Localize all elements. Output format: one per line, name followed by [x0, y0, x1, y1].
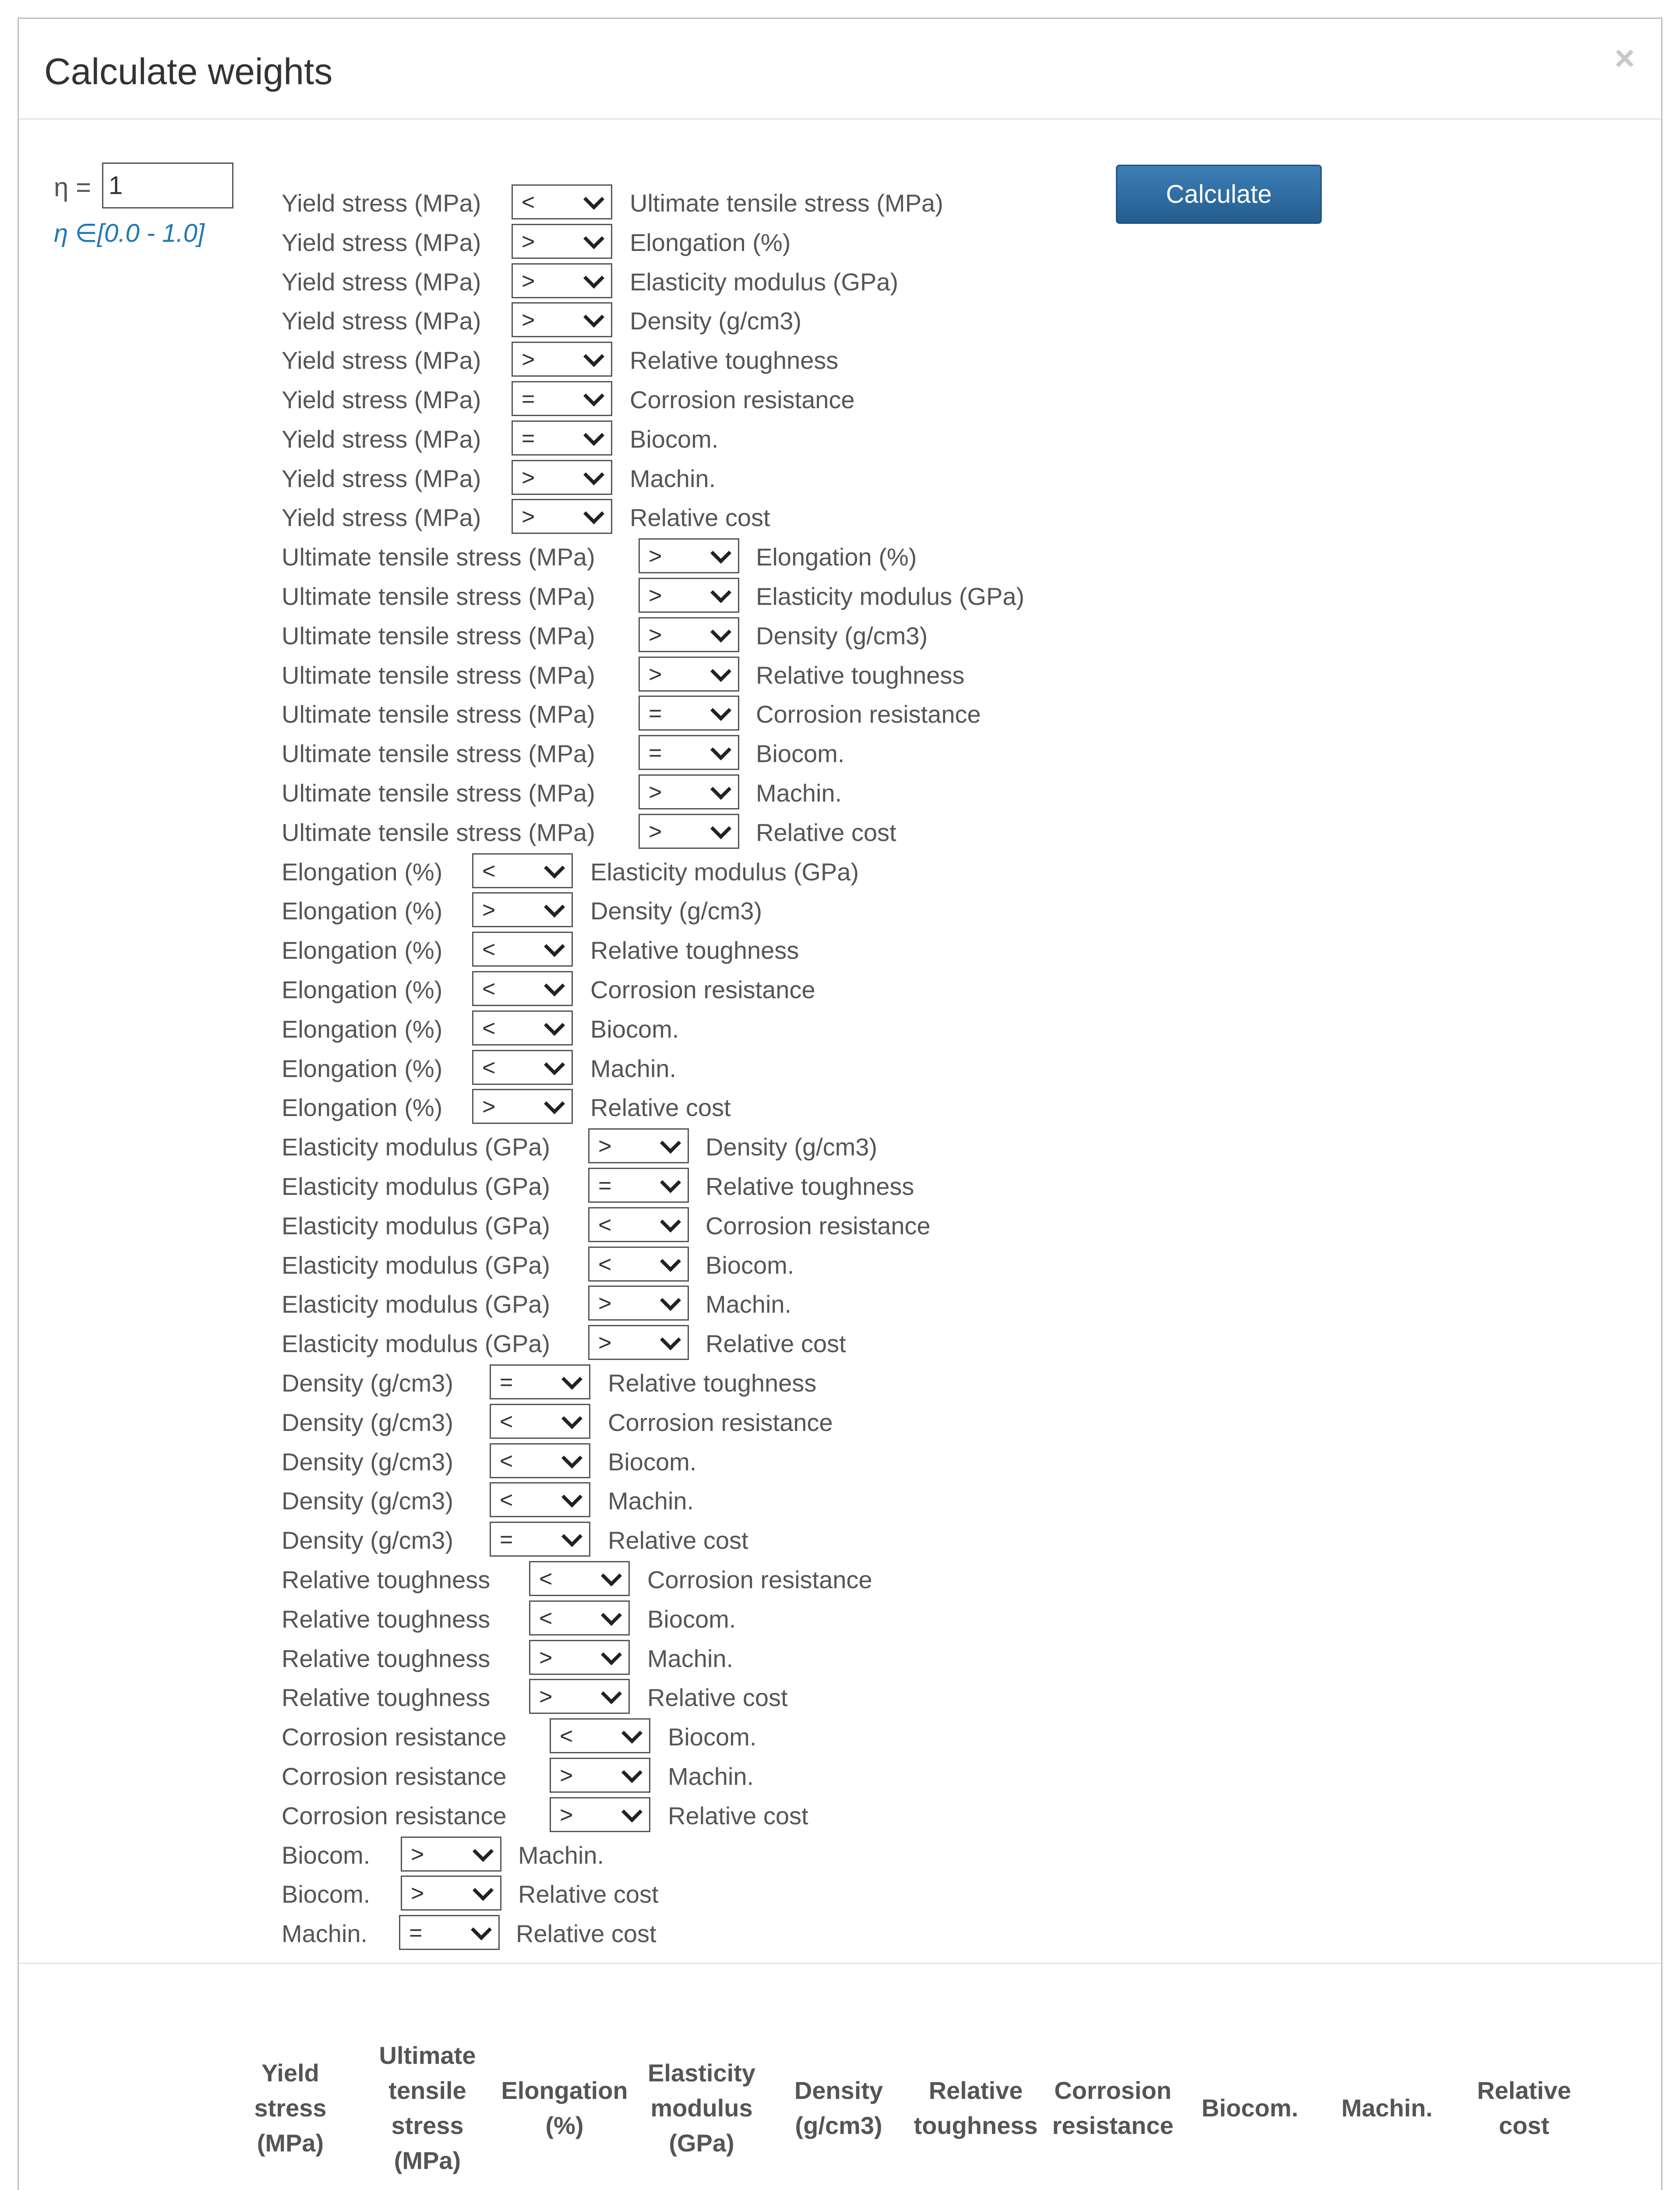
eta-label: η =: [54, 173, 92, 202]
criterion-a-label: Density (g/cm3): [282, 1526, 454, 1554]
criterion-a-label: Yield stress (MPa): [282, 504, 481, 532]
comparison-select-value: >: [560, 1763, 573, 1788]
criterion-a-label: Elasticity modulus (GPa): [282, 1290, 551, 1318]
chevron-down-icon: [710, 661, 731, 682]
criterion-b-label: Machin.: [608, 1487, 694, 1515]
comparison-select[interactable]: [529, 1561, 630, 1596]
comparison-select-value: =: [500, 1370, 513, 1395]
comparison-select[interactable]: [512, 224, 612, 259]
weights-column-header: Elasticity modulus (GPa): [648, 2059, 755, 2157]
criterion-b-label: Machin.: [518, 1841, 604, 1869]
criterion-b-label: Machin.: [668, 1763, 754, 1790]
chevron-down-icon: [710, 700, 731, 721]
comparison-select[interactable]: [512, 184, 612, 219]
criterion-b-label: Relative cost: [647, 1684, 788, 1712]
comparison-select[interactable]: [512, 460, 612, 495]
comparison-select-value: >: [411, 1841, 424, 1867]
criterion-b-label: Elasticity modulus (GPa): [590, 858, 859, 886]
criterion-a-label: Corrosion resistance: [282, 1723, 507, 1751]
comparison-select-value: <: [500, 1409, 513, 1434]
chevron-down-icon: [583, 425, 604, 446]
chevron-down-icon: [601, 1605, 622, 1626]
comparison-row: [282, 1286, 1070, 1324]
chevron-down-icon: [471, 1919, 492, 1940]
comparison-row: [282, 1247, 1070, 1285]
weights-column-header: Corrosion resistance: [1052, 2077, 1174, 2139]
comparison-select-value: >: [522, 347, 535, 373]
comparison-row: [282, 1522, 1070, 1560]
chevron-down-icon: [583, 189, 604, 210]
comparison-select-value: >: [598, 1330, 612, 1356]
comparison-row: [282, 1679, 1070, 1717]
comparison-select-value: =: [522, 425, 535, 451]
comparison-select[interactable]: [639, 814, 739, 849]
comparison-row: [282, 853, 1070, 892]
comparison-select[interactable]: [588, 1247, 689, 1282]
criterion-b-label: Biocom.: [756, 740, 845, 768]
comparison-row: [282, 1797, 1070, 1836]
comparison-select-value: <: [482, 976, 496, 1002]
comparison-row: [282, 774, 1070, 813]
criterion-a-label: Yield stress (MPa): [282, 268, 481, 296]
criterion-a-label: Ultimate tensile stress (MPa): [282, 779, 595, 807]
criterion-b-label: Elasticity modulus (GPa): [630, 268, 899, 296]
criterion-b-label: Relative cost: [706, 1330, 846, 1358]
calculate-button[interactable]: Calculate: [1116, 165, 1322, 224]
comparison-select[interactable]: [529, 1640, 630, 1675]
comparison-select-value: <: [482, 937, 496, 963]
chevron-down-icon: [544, 1054, 565, 1075]
comparison-select-value: >: [482, 897, 496, 923]
comparison-row: [282, 657, 1070, 695]
comparison-row: [282, 1561, 1070, 1600]
chevron-down-icon: [544, 858, 565, 879]
criterion-b-label: Relative toughness: [706, 1173, 914, 1200]
criterion-b-label: Density (g/cm3): [706, 1133, 878, 1161]
criterion-b-label: Biocom.: [608, 1448, 697, 1476]
chevron-down-icon: [583, 268, 604, 289]
comparison-select-value: >: [522, 465, 535, 491]
criterion-b-label: Relative cost: [630, 504, 770, 532]
calculate-weights-modal: [18, 18, 1662, 2190]
comparison-select[interactable]: [639, 657, 739, 692]
criterion-a-label: Yield stress (MPa): [282, 307, 481, 335]
criterion-b-label: Relative toughness: [756, 661, 965, 689]
criterion-a-label: Elongation (%): [282, 1094, 443, 1122]
criterion-a-label: Elasticity modulus (GPa): [282, 1212, 551, 1240]
chevron-down-icon: [561, 1408, 582, 1429]
comparison-select-value: =: [409, 1920, 423, 1946]
comparison-select[interactable]: [490, 1364, 590, 1399]
comparison-select-value: <: [482, 1055, 496, 1081]
chevron-down-icon: [710, 818, 731, 839]
criterion-a-label: Relative toughness: [282, 1566, 491, 1593]
comparison-row: [282, 1876, 1070, 1914]
comparison-select-value: >: [649, 544, 662, 569]
criterion-b-label: Elongation (%): [756, 543, 917, 571]
criterion-a-label: Elasticity modulus (GPa): [282, 1133, 551, 1161]
chevron-down-icon: [583, 503, 604, 524]
criterion-b-label: Relative toughness: [590, 936, 799, 964]
criterion-a-label: Density (g/cm3): [282, 1369, 454, 1397]
chevron-down-icon: [660, 1251, 681, 1272]
comparison-select[interactable]: [550, 1797, 650, 1832]
comparison-row: [282, 1443, 1070, 1482]
comparison-row: [282, 1915, 1070, 1953]
chevron-down-icon: [621, 1762, 642, 1783]
criterion-a-label: Relative toughness: [282, 1605, 491, 1633]
comparison-select-value: >: [649, 819, 662, 844]
chevron-down-icon: [710, 739, 731, 760]
eta-input[interactable]: [102, 162, 233, 208]
criterion-b-label: Corrosion resistance: [590, 976, 815, 1003]
comparison-select[interactable]: [472, 1050, 573, 1085]
comparison-select-value: >: [522, 229, 535, 254]
comparison-row: [282, 1758, 1070, 1796]
weights-column-header: Elongation (%): [501, 2077, 628, 2139]
comparison-select-value: >: [560, 1802, 573, 1828]
weights-column-header: Relative cost: [1477, 2077, 1571, 2139]
criterion-b-label: Machin.: [647, 1644, 734, 1672]
comparison-select-value: >: [598, 1291, 612, 1317]
criterion-b-label: Relative toughness: [608, 1369, 817, 1397]
criterion-a-label: Density (g/cm3): [282, 1448, 454, 1476]
comparison-select[interactable]: [472, 892, 573, 927]
comparison-row: [282, 1089, 1070, 1127]
criterion-a-label: Yield stress (MPa): [282, 189, 481, 217]
comparison-select[interactable]: [529, 1600, 630, 1635]
comparison-select-value: =: [522, 386, 535, 412]
comparison-select[interactable]: [401, 1837, 501, 1872]
modal-header: [19, 19, 1661, 120]
criterion-a-label: Elongation (%): [282, 1015, 443, 1043]
criterion-b-label: Corrosion resistance: [756, 700, 981, 728]
comparison-row: [282, 1128, 1070, 1167]
criterion-a-label: Elasticity modulus (GPa): [282, 1330, 551, 1358]
criterion-a-label: Elongation (%): [282, 858, 443, 886]
comparison-select[interactable]: [588, 1128, 689, 1163]
chevron-down-icon: [544, 975, 565, 996]
comparison-select[interactable]: [490, 1482, 590, 1517]
chevron-down-icon: [621, 1801, 642, 1823]
criterion-a-label: Ultimate tensile stress (MPa): [282, 700, 595, 728]
comparison-select-value: =: [598, 1173, 612, 1198]
criterion-b-label: Elasticity modulus (GPa): [756, 583, 1025, 610]
chevron-down-icon: [601, 1683, 622, 1704]
comparison-select[interactable]: [512, 381, 612, 416]
criterion-a-label: Yield stress (MPa): [282, 228, 481, 256]
criterion-a-label: Biocom.: [282, 1841, 371, 1869]
criterion-a-label: Yield stress (MPa): [282, 386, 481, 413]
comparison-select-value: >: [411, 1881, 424, 1907]
eta-range-hint: η ∈[0.0 - 1.0]: [54, 219, 205, 247]
chevron-down-icon: [473, 1841, 494, 1862]
weights-column-header: Density (g/cm3): [794, 2077, 883, 2139]
comparison-select[interactable]: [639, 538, 739, 573]
comparison-select[interactable]: [512, 302, 612, 337]
criterion-a-label: Elongation (%): [282, 897, 443, 925]
comparison-row: [282, 578, 1070, 616]
comparison-select-value: <: [500, 1487, 513, 1513]
comparison-row: [282, 499, 1070, 537]
chevron-down-icon: [710, 622, 731, 643]
criterion-a-label: Biocom.: [282, 1880, 371, 1908]
criterion-a-label: Ultimate tensile stress (MPa): [282, 543, 595, 571]
criterion-b-label: Biocom.: [630, 425, 719, 453]
comparison-row: [282, 971, 1070, 1010]
criterion-b-label: Biocom.: [590, 1015, 679, 1043]
criterion-a-label: Elongation (%): [282, 936, 443, 964]
chevron-down-icon: [583, 307, 604, 328]
criterion-a-label: Elongation (%): [282, 976, 443, 1003]
comparison-select[interactable]: [490, 1404, 590, 1439]
chevron-down-icon: [583, 464, 604, 485]
comparison-select[interactable]: [588, 1207, 689, 1242]
comparison-select-value: >: [649, 661, 662, 687]
comparison-select[interactable]: [550, 1758, 650, 1793]
criterion-b-label: Relative toughness: [630, 346, 839, 374]
criterion-b-label: Ultimate tensile stress (MPa): [630, 189, 943, 217]
comparison-select-value: >: [522, 268, 535, 294]
comparison-select-value: >: [539, 1645, 553, 1671]
chevron-down-icon: [544, 1015, 565, 1036]
comparison-select[interactable]: [472, 932, 573, 967]
chevron-down-icon: [710, 582, 731, 603]
criterion-b-label: Machin.: [630, 464, 716, 492]
comparison-select[interactable]: [472, 1010, 573, 1046]
comparison-select-value: =: [649, 701, 662, 727]
comparison-row: [282, 1010, 1070, 1049]
chevron-down-icon: [561, 1369, 582, 1390]
criterion-a-label: Density (g/cm3): [282, 1487, 454, 1515]
comparison-row: [282, 1718, 1070, 1757]
comparison-select[interactable]: [399, 1915, 500, 1950]
comparison-select-value: <: [560, 1724, 573, 1749]
comparison-select[interactable]: [512, 499, 612, 534]
comparison-select-value: >: [598, 1134, 612, 1159]
criterion-b-label: Biocom.: [706, 1251, 794, 1279]
chevron-down-icon: [544, 936, 565, 957]
comparison-row: [282, 696, 1070, 734]
criterion-b-label: Relative cost: [590, 1094, 731, 1122]
criterion-a-label: Elasticity modulus (GPa): [282, 1173, 551, 1200]
criterion-a-label: Density (g/cm3): [282, 1408, 454, 1436]
comparison-select-value: =: [500, 1527, 513, 1553]
comparison-row: [282, 1404, 1070, 1442]
comparison-row: [282, 1207, 1070, 1246]
chevron-down-icon: [583, 228, 604, 249]
chevron-down-icon: [660, 1329, 681, 1350]
comparison-select[interactable]: [512, 420, 612, 456]
weights-table: [19, 2034, 1664, 2190]
comparison-select-value: <: [539, 1605, 553, 1631]
weights-column-header: Machin.: [1341, 2094, 1433, 2122]
chevron-down-icon: [544, 1093, 565, 1114]
comparison-row: [282, 814, 1070, 852]
comparison-select[interactable]: [472, 853, 573, 888]
comparison-select-value: <: [598, 1212, 612, 1238]
criterion-b-label: Biocom.: [668, 1723, 757, 1751]
criterion-b-label: Corrosion resistance: [608, 1408, 833, 1436]
criterion-b-label: Corrosion resistance: [706, 1212, 931, 1240]
comparison-select[interactable]: [472, 1089, 573, 1124]
comparison-row: [282, 1325, 1070, 1363]
modal-title: Calculate weights: [44, 51, 333, 92]
comparison-select[interactable]: [639, 617, 739, 652]
criterion-b-label: Density (g/cm3): [630, 307, 802, 335]
criterion-a-label: Ultimate tensile stress (MPa): [282, 818, 595, 846]
comparison-select[interactable]: [529, 1679, 630, 1714]
chevron-down-icon: [710, 779, 731, 800]
comparison-row: [282, 224, 1070, 262]
comparison-select[interactable]: [588, 1168, 689, 1203]
comparison-select[interactable]: [401, 1876, 501, 1911]
comparison-row: [282, 538, 1070, 577]
criterion-b-label: Elongation (%): [630, 228, 791, 256]
chevron-down-icon: [660, 1212, 681, 1233]
chevron-down-icon: [660, 1290, 681, 1311]
comparison-select[interactable]: [512, 263, 612, 298]
criterion-a-label: Ultimate tensile stress (MPa): [282, 622, 595, 650]
weights-column-header: Relative toughness: [914, 2077, 1038, 2139]
comparison-row: [282, 302, 1070, 341]
comparison-row: [282, 1600, 1070, 1639]
criterion-b-label: Relative cost: [516, 1920, 656, 1948]
criterion-b-label: Density (g/cm3): [590, 897, 762, 925]
chevron-down-icon: [561, 1448, 582, 1469]
criterion-a-label: Machin.: [282, 1920, 368, 1948]
chevron-down-icon: [621, 1723, 642, 1744]
comparison-row: [282, 1050, 1070, 1088]
criterion-b-label: Biocom.: [647, 1605, 736, 1633]
comparison-select[interactable]: [639, 735, 739, 770]
comparison-select-value: <: [482, 858, 496, 884]
comparison-select-value: <: [539, 1566, 553, 1592]
criterion-b-label: Relative cost: [518, 1880, 659, 1908]
chevron-down-icon: [561, 1487, 582, 1508]
divider: [19, 1963, 1661, 1964]
comparison-row: [282, 932, 1070, 970]
criterion-a-label: Ultimate tensile stress (MPa): [282, 740, 595, 768]
comparison-row: [282, 460, 1070, 498]
comparison-select-value: >: [649, 780, 662, 805]
comparison-select[interactable]: [639, 696, 739, 731]
comparison-row: [282, 1168, 1070, 1206]
comparison-select-value: <: [522, 190, 535, 215]
chevron-down-icon: [561, 1526, 582, 1547]
comparison-select[interactable]: [550, 1718, 650, 1753]
criterion-a-label: Yield stress (MPa): [282, 464, 481, 492]
weights-column-header: Biocom.: [1201, 2094, 1299, 2122]
chevron-down-icon: [601, 1644, 622, 1665]
criterion-b-label: Density (g/cm3): [756, 622, 928, 650]
criterion-a-label: Relative toughness: [282, 1644, 491, 1672]
comparison-select[interactable]: [588, 1286, 689, 1321]
chevron-down-icon: [660, 1133, 681, 1154]
comparison-select-value: <: [598, 1251, 612, 1277]
comparison-row: [282, 1640, 1070, 1678]
comparison-row: [282, 1364, 1070, 1403]
comparison-select-value: >: [649, 583, 662, 608]
comparison-row: [282, 342, 1070, 380]
criterion-a-label: Relative toughness: [282, 1684, 491, 1712]
comparison-select[interactable]: [512, 342, 612, 377]
comparison-select[interactable]: [472, 971, 573, 1006]
criterion-b-label: Relative cost: [756, 818, 896, 846]
criterion-b-label: Machin.: [590, 1054, 677, 1082]
weights-column-header: Yield stress (MPa): [254, 2059, 327, 2157]
comparison-select-value: >: [539, 1684, 553, 1710]
comparison-row: [282, 420, 1070, 459]
criterion-a-label: Ultimate tensile stress (MPa): [282, 661, 595, 689]
comparison-row: [282, 617, 1070, 656]
criterion-a-label: Yield stress (MPa): [282, 346, 481, 374]
comparison-select-value: =: [649, 740, 662, 766]
close-icon[interactable]: ×: [1614, 39, 1635, 78]
criterion-b-label: Corrosion resistance: [630, 386, 855, 413]
comparison-select-value: <: [500, 1448, 513, 1474]
chevron-down-icon: [583, 385, 604, 406]
comparison-row: [282, 735, 1070, 774]
criterion-a-label: Yield stress (MPa): [282, 425, 481, 453]
criterion-a-label: Corrosion resistance: [282, 1763, 507, 1790]
chevron-down-icon: [660, 1172, 681, 1193]
comparison-select-value: >: [649, 622, 662, 648]
comparison-row: [282, 184, 1070, 223]
criterion-a-label: Elasticity modulus (GPa): [282, 1251, 551, 1279]
comparison-select[interactable]: [588, 1325, 689, 1360]
criterion-b-label: Relative cost: [668, 1801, 808, 1830]
comparison-select[interactable]: [639, 774, 739, 809]
comparison-select[interactable]: [490, 1522, 590, 1557]
criterion-a-label: Corrosion resistance: [282, 1801, 507, 1830]
comparison-select-value: >: [522, 307, 535, 333]
chevron-down-icon: [601, 1565, 622, 1586]
comparison-row: [282, 381, 1070, 420]
comparison-row: [282, 1837, 1070, 1875]
chevron-down-icon: [583, 346, 604, 367]
comparison-row: [282, 892, 1070, 931]
chevron-down-icon: [544, 897, 565, 918]
comparison-row: [282, 263, 1070, 302]
comparison-select[interactable]: [639, 578, 739, 613]
criterion-b-label: Machin.: [706, 1290, 792, 1318]
criterion-b-label: Corrosion resistance: [647, 1566, 872, 1593]
chevron-down-icon: [710, 543, 731, 564]
weights-column-header: Ultimate tensile stress (MPa): [379, 2042, 476, 2174]
criterion-b-label: Machin.: [756, 779, 842, 807]
criterion-a-label: Elongation (%): [282, 1054, 443, 1082]
comparison-select[interactable]: [490, 1443, 590, 1478]
comparison-select-value: >: [522, 504, 535, 530]
criterion-b-label: Relative cost: [608, 1526, 748, 1554]
comparison-row: [282, 1482, 1070, 1521]
comparison-select-value: >: [482, 1094, 496, 1120]
criterion-a-label: Ultimate tensile stress (MPa): [282, 583, 595, 610]
comparison-select-value: <: [482, 1015, 496, 1041]
chevron-down-icon: [473, 1880, 494, 1901]
